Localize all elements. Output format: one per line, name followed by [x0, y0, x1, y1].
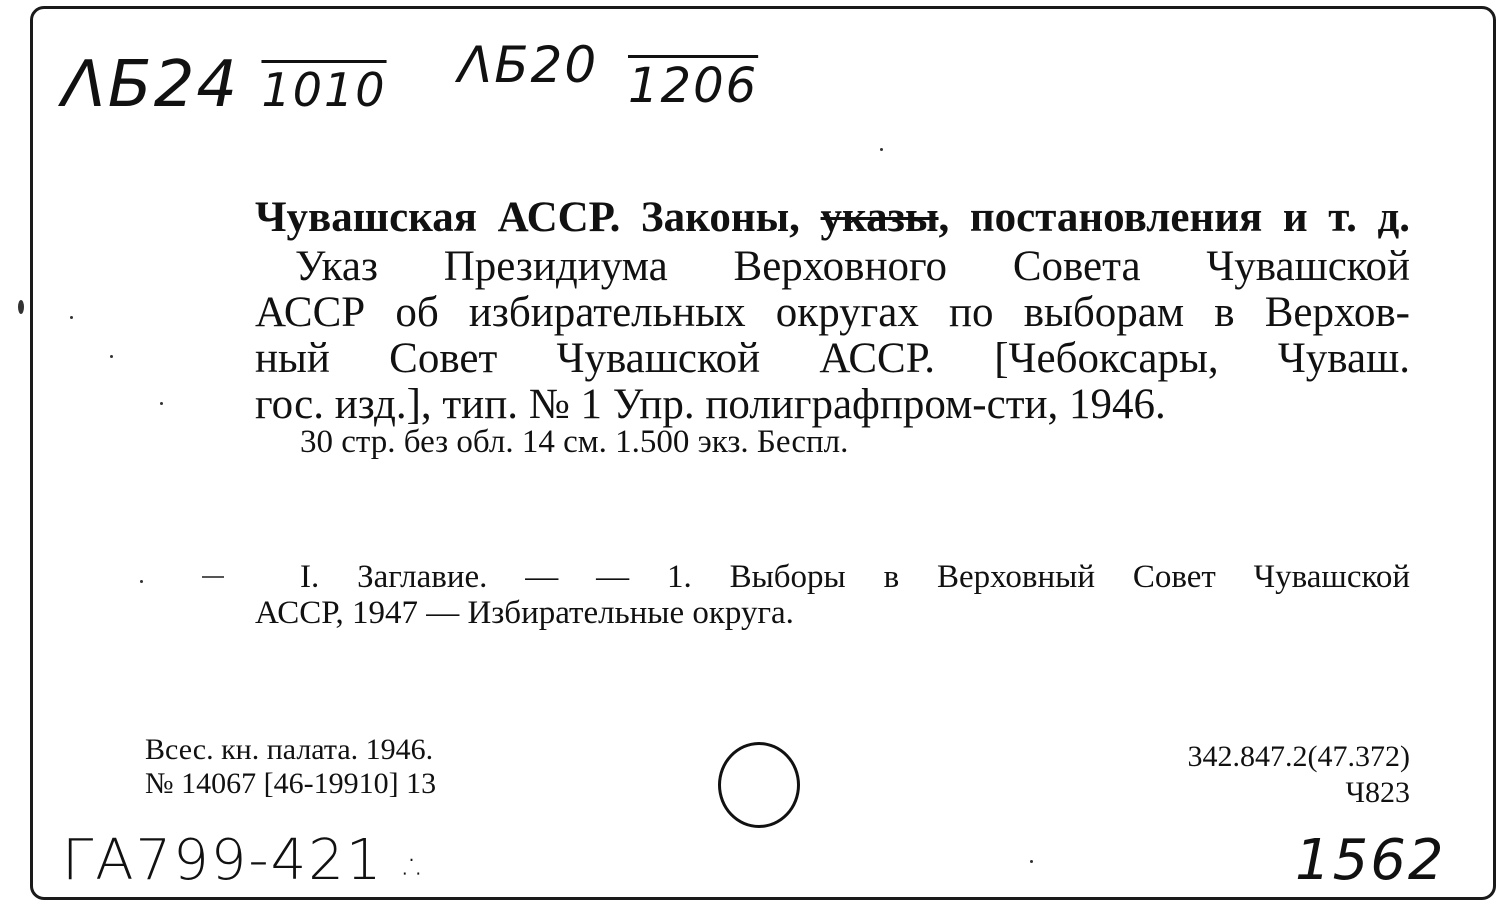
inventory-number: [62, 828, 428, 893]
entry-collation: 30 стр. без обл. 14 см. 1.500 экз. Беспл.: [300, 424, 849, 460]
speck: [110, 355, 113, 358]
heading-pre: Чувашская АССР. Законы,: [255, 194, 821, 241]
inventory-mark: ∴: [403, 847, 429, 888]
shelf-code-2-main: ΛБ20: [458, 36, 599, 94]
entry-line-4: гос. изд.], тип. № 1 Упр. полиграфпром-сти, 1946.: [255, 381, 1166, 428]
speck: [18, 300, 24, 314]
inventory-text: ГА799-421: [62, 828, 384, 893]
accession-text: 1562: [1295, 828, 1446, 893]
shelf-code-1-main: ΛБ24: [62, 48, 240, 122]
shelf-code-2-sub-wrap: [628, 58, 758, 114]
speck: [880, 148, 883, 151]
punch-hole: [718, 742, 800, 828]
tracings-line-1: I. Заглавие. — — 1. Выборы в Верховный Совет Чувашской: [300, 559, 1410, 595]
author-mark: Ч823: [1345, 776, 1410, 809]
classification: 342.847.2(47.372): [1187, 740, 1410, 773]
entry-line-1: Указ Президиума Верховного Совета Чувашской: [295, 243, 1410, 290]
entry-heading: [255, 196, 1410, 240]
shelf-code-1-sub: 1010: [261, 63, 387, 117]
speck: [160, 402, 163, 405]
entry-line-2: АССР об избирательных округах по выборам в Верхов-: [255, 289, 1410, 336]
shelf-code-1: [62, 48, 387, 122]
heading-post: , постановления и т. д.: [938, 194, 1411, 241]
shelf-code-2: [458, 36, 598, 94]
margin-dash: [202, 576, 224, 578]
speck: [140, 580, 143, 583]
entry-line-3: ный Совет Чувашской АССР. [Чебоксары, Чуваш.: [255, 335, 1410, 382]
tracings-line-2: АССР, 1947 — Избирательные округа.: [255, 595, 794, 631]
speck: [70, 316, 73, 319]
accession-number: [1295, 828, 1446, 893]
book-chamber: Всес. кн. палата. 1946.: [145, 733, 434, 766]
shelf-code-2-sub: 1206: [628, 58, 759, 114]
speck: [1030, 860, 1033, 863]
record-number: № 14067 [46-19910] 13: [145, 767, 437, 800]
heading-struck: указы: [820, 194, 939, 241]
